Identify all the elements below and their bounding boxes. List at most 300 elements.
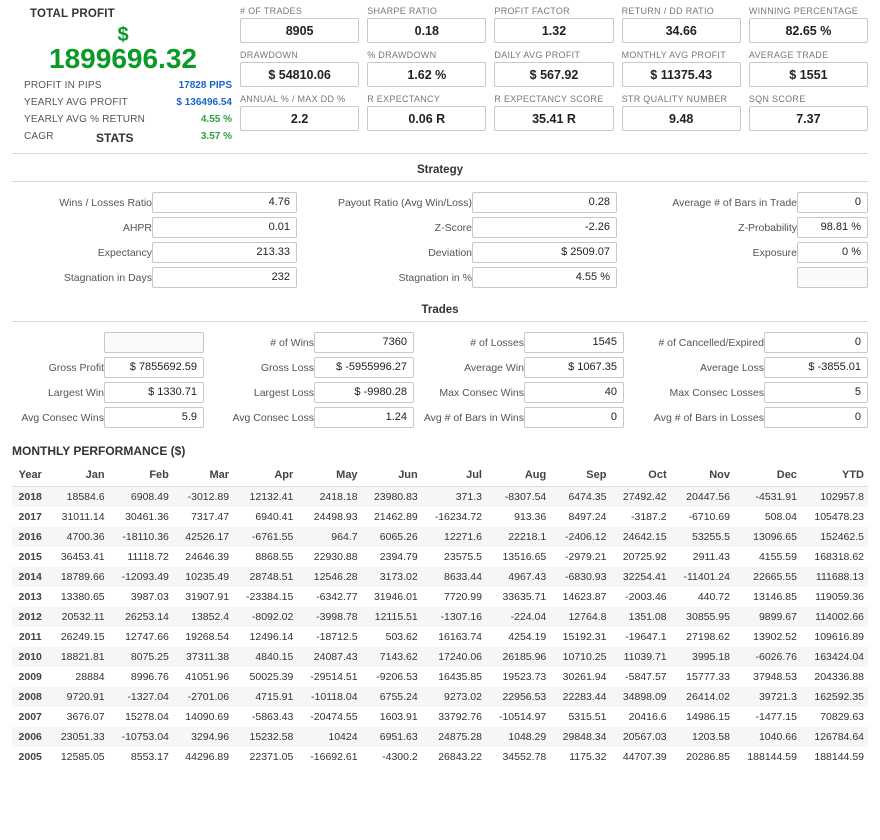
monthly-value: 4155.59 [758,551,797,563]
table-row [12,667,868,687]
monthly-value: 14090.69 [185,711,230,723]
column-header-dec[interactable]: Dec [734,464,801,487]
row-year: 2005 [18,751,42,763]
monthly-value: 8553.17 [130,751,169,763]
metric-label: SHARPE RATIO [367,6,438,16]
monthly-value: 188144.59 [747,751,797,763]
monthly-value: 4700.36 [66,531,105,543]
monthly-value: 20286.85 [686,751,730,763]
monthly-value: 11039.71 [623,651,667,663]
monthly-value: 162592.35 [814,691,864,703]
monthly-value: 15192.31 [562,631,607,643]
metric-label: WINNING PERCENTAGE [748,6,859,16]
metric-value: 35.41 R [494,106,613,131]
monthly-value: -2701.06 [187,691,230,703]
field-label: Avg # of Bars in Wins [423,411,524,424]
field-value: 0 [797,192,868,213]
monthly-value: 28748.51 [249,571,294,583]
metrics-row-3 [240,94,868,131]
summary-row-yearly-avg-profit [12,97,234,108]
metric-return-dd-ratio [622,6,741,43]
monthly-value: -10753.04 [121,731,169,743]
monthly-value: 30261.94 [562,671,607,683]
monthly-value: 1175.32 [569,751,607,763]
monthly-value: 19268.54 [185,631,230,643]
monthly-value: 3987.03 [130,591,169,603]
monthly-value: 964.7 [331,531,358,543]
field-value: $ 1330.71 [104,382,204,403]
summary-row-profit-in-pips [12,80,234,91]
column-header-aug[interactable]: Aug [486,464,550,487]
monthly-value: 16163.74 [438,631,482,643]
monthly-value: 15777.33 [686,671,730,683]
metric-value: 0.06 R [367,106,486,131]
monthly-value: 22930.88 [313,551,358,563]
monthly-value: 20567.03 [622,731,667,743]
field-value: 7360 [314,332,414,353]
monthly-value: 1203.58 [692,731,730,743]
metric-value: 82.65 % [749,18,868,43]
field-label [617,265,797,290]
metric-value: 0.18 [367,18,486,43]
monthly-value: 6908.49 [130,491,169,503]
column-header-feb[interactable]: Feb [109,464,173,487]
metric-str-quality-number [622,94,741,131]
column-header-jan[interactable]: Jan [48,464,108,487]
metric-percent-drawdown [367,50,486,87]
monthly-value: 32254.41 [622,571,667,583]
monthly-value: 22371.05 [249,751,294,763]
monthly-value: 31946.01 [373,591,418,603]
monthly-value: 50025.39 [249,671,294,683]
table-row [12,727,868,747]
monthly-value: 24646.39 [185,551,230,563]
monthly-value: 2418.18 [319,491,358,503]
metric-r-expectancy [367,94,486,131]
column-header-may[interactable]: May [297,464,361,487]
monthly-value: 6940.41 [255,511,294,523]
field-value-empty [797,267,868,288]
metric-value: 7.37 [749,106,868,131]
metric-value: 34.66 [622,18,741,43]
monthly-value: 12115.51 [374,611,418,623]
metric-label: R EXPECTANCY [367,94,441,104]
monthly-value: 22956.53 [502,691,547,703]
table-row [12,547,868,567]
metric-label: RETURN / DD RATIO [621,6,715,16]
monthly-value: 371.3 [455,491,482,503]
monthly-value: 28884 [75,671,105,683]
monthly-value: 168318.62 [814,551,864,563]
field-label: Gross Loss [260,361,314,374]
currency-symbol: $ [117,24,129,46]
summary-value: $ 136496.54 [176,97,232,108]
summary-value: 3.57 % [200,131,232,142]
monthly-value: 10710.25 [562,651,607,663]
monthly-value: 37311.38 [186,651,230,663]
monthly-value: 33635.71 [502,591,547,603]
monthly-value: 913.36 [514,511,547,523]
field-label: Stagnation in % [398,271,472,284]
monthly-value: 8497.24 [568,511,607,523]
monthly-value: 105478.23 [814,511,864,523]
metric-label: AVERAGE TRADE [748,50,829,60]
table-row [12,567,868,587]
metric-sharpe-ratio [367,6,486,43]
monthly-value: 3294.96 [191,731,230,743]
monthly-value: -9206.53 [376,671,418,683]
field-value: 232 [152,267,297,288]
monthly-value: 22283.44 [562,691,607,703]
metrics-row-1 [240,6,868,43]
monthly-value: 2911.43 [692,551,730,563]
monthly-value: 188144.59 [814,751,864,763]
monthly-value: 13096.65 [753,531,797,543]
monthly-value: 9273.02 [444,691,482,703]
metric-label: ANNUAL % / MAX DD % [240,94,346,104]
metric-label: R EXPECTANCY SCORE [494,94,604,104]
row-year: 2011 [18,631,42,643]
field-label: Exposure [752,246,797,259]
field-label: Stagnation in Days [63,271,152,284]
monthly-value: 20447.56 [686,491,730,503]
monthly-value: 12747.66 [125,631,169,643]
monthly-value: 6951.63 [379,731,418,743]
summary-label: CAGR [24,131,54,142]
monthly-value: 24087.43 [313,651,358,663]
table-row [12,487,868,508]
metric-value: 9.48 [622,106,741,131]
strategy-header: Strategy [12,164,868,182]
column-header-nov[interactable]: Nov [671,464,734,487]
metric-profit-factor [494,6,613,43]
monthly-value: -3998.78 [316,611,358,623]
field-label: Gross Profit [48,361,104,374]
metric-value: $ 54810.06 [240,62,359,87]
field-value: 0.01 [152,217,297,238]
monthly-value: 70829.63 [820,711,864,723]
monthly-value: 44296.89 [185,751,230,763]
table-header-row [12,464,868,487]
monthly-value: 27198.62 [686,631,730,643]
field-value: 4.55 % [472,267,617,288]
metric-value: 8905 [240,18,359,43]
monthly-value: -224.04 [510,611,547,623]
strategy-divider [12,153,868,154]
monthly-value: 7317.47 [191,511,230,523]
column-header-jul[interactable]: Jul [422,464,486,487]
monthly-value: 23980.83 [373,491,418,503]
summary-section [12,0,868,145]
monthly-value: 29848.34 [562,731,607,743]
summary-value: 17828 PIPS [178,80,232,91]
monthly-value: 6755.24 [379,691,418,703]
monthly-value: -6761.55 [251,531,294,543]
monthly-value: 13902.52 [753,631,797,643]
monthly-value: -11401.24 [683,571,730,583]
monthly-value: -5847.57 [625,671,667,683]
monthly-value: 3995.18 [692,651,730,663]
monthly-value: 30461.36 [125,511,169,523]
field-label [12,330,104,355]
monthly-value: -29514.51 [310,671,358,683]
field-value: 1545 [524,332,624,353]
metric-value: 1.32 [494,18,613,43]
field-label: Deviation [428,246,472,259]
monthly-value: 440.72 [697,591,730,603]
table-row [12,647,868,667]
column-header-sep[interactable]: Sep [550,464,610,487]
trades-header: Trades [12,304,868,322]
table-row [12,507,868,527]
metric-value: $ 1551 [749,62,868,87]
field-label: Max Consec Wins [439,386,524,399]
summary-label: YEARLY AVG PROFIT [24,97,128,108]
metric-value: $ 567.92 [494,62,613,87]
field-label: Largest Win [47,386,104,399]
field-value: $ -9980.28 [314,382,414,403]
monthly-value: 31011.14 [61,511,105,523]
field-value: 0 [524,407,624,428]
metric-drawdown [240,50,359,87]
monthly-value: 1040.66 [758,731,797,743]
monthly-value: 6065.26 [379,531,418,543]
monthly-value: 102957.8 [820,491,864,503]
monthly-value: 44707.39 [622,751,667,763]
metrics-panel [240,6,868,145]
monthly-value: 114002.66 [815,611,864,623]
monthly-value: 12585.05 [60,751,105,763]
field-label: Payout Ratio (Avg Win/Loss) [337,196,472,209]
monthly-value: 12132.41 [249,491,294,503]
monthly-value: 8633.44 [444,571,482,583]
field-label: Expectancy [97,246,152,259]
table-body [12,487,868,768]
table-row [12,355,868,380]
monthly-value: 19523.73 [502,671,547,683]
metric-label: DAILY AVG PROFIT [494,50,581,60]
monthly-value: 12764.8 [568,611,607,623]
monthly-value: 4967.43 [508,571,547,583]
monthly-value: -6830.93 [564,571,607,583]
monthly-value: 36453.41 [60,551,105,563]
table-row [12,587,868,607]
field-value: 0.28 [472,192,617,213]
metric-winning-percentage [749,6,868,43]
monthly-value: 53255.5 [692,531,730,543]
metric-label: # OF TRADES [240,6,303,16]
monthly-value: 13146.85 [753,591,797,603]
table-row [12,380,868,405]
monthly-value: 23051.33 [60,731,105,743]
monthly-value: -16692.61 [310,751,358,763]
metric-value: $ 11375.43 [622,62,741,87]
monthly-value: -2406.12 [564,531,607,543]
monthly-value: -4531.91 [755,491,797,503]
field-value: 0 [764,407,868,428]
monthly-value: 12271.6 [444,531,482,543]
monthly-value: 4254.19 [508,631,547,643]
monthly-value: 14623.87 [562,591,607,603]
row-year: 2012 [18,611,42,623]
metric-number-of-trades [240,6,359,43]
monthly-value: -19647.1 [625,631,667,643]
column-header-jun[interactable]: Jun [362,464,422,487]
monthly-value: -6342.77 [316,591,358,603]
monthly-value: -6026.76 [755,651,797,663]
monthly-value: 24875.28 [438,731,482,743]
monthly-value: -10118.04 [311,691,358,703]
total-profit-title: TOTAL PROFIT [30,8,115,20]
monthly-performance-table [12,464,868,767]
field-value: $ -3855.01 [764,357,868,378]
field-value: -2.26 [472,217,617,238]
monthly-value: 18821.81 [60,651,105,663]
field-value: 5.9 [104,407,204,428]
monthly-value: -10514.97 [498,711,547,723]
field-label: # of Losses [470,336,524,349]
monthly-value: 8868.55 [255,551,294,563]
monthly-value: 3676.07 [66,711,105,723]
monthly-value: -8307.54 [504,491,547,503]
monthly-value: -3187.2 [631,511,667,523]
summary-label: PROFIT IN PIPS [24,80,102,91]
field-label: Average Win [464,361,524,374]
field-value: $ 7855692.59 [104,357,204,378]
table-row [12,330,868,355]
field-label: # of Wins [270,336,314,349]
column-header-ytd[interactable]: YTD [801,464,868,487]
table-row [12,405,868,430]
column-header-mar[interactable]: Mar [173,464,233,487]
monthly-value: 42526.17 [185,531,230,543]
field-label: Average Loss [699,361,764,374]
monthly-value: 15232.58 [249,731,294,743]
monthly-value: 30855.95 [686,611,730,623]
monthly-value: 7720.99 [444,591,482,603]
monthly-value: -2979.21 [564,551,607,563]
field-value: 0 [764,332,868,353]
monthly-value: -18712.5 [316,631,358,643]
monthly-value: -1477.15 [755,711,797,723]
column-header-apr[interactable]: Apr [233,464,297,487]
monthly-value: 20725.92 [622,551,667,563]
field-label: Average # of Bars in Trade [672,196,797,209]
metrics-row-2 [240,50,868,87]
metric-label: MONTHLY AVG PROFIT [621,50,727,60]
monthly-value: 8075.25 [130,651,169,663]
row-year: 2013 [18,591,42,603]
metric-label: PROFIT FACTOR [494,6,570,16]
monthly-value: -2003.46 [625,591,667,603]
field-value: $ 1067.35 [524,357,624,378]
monthly-value: -12093.49 [121,571,169,583]
monthly-value: -8092.02 [251,611,294,623]
monthly-value: 7143.62 [379,651,418,663]
monthly-value: 17240.06 [438,651,482,663]
field-label: Wins / Losses Ratio [59,196,152,209]
monthly-value: 41051.96 [185,671,230,683]
column-header-year[interactable]: Year [12,464,48,487]
monthly-value: -6710.69 [688,511,730,523]
row-year: 2015 [18,551,42,563]
monthly-value: 16435.85 [438,671,482,683]
total-profit-panel [12,6,240,145]
row-year: 2007 [18,711,42,723]
monthly-performance-title: MONTHLY PERFORMANCE ($) [12,444,186,458]
table-row [12,240,868,265]
column-header-oct[interactable]: Oct [610,464,670,487]
field-value: 5 [764,382,868,403]
table-row [12,527,868,547]
monthly-value: 152462.5 [820,531,864,543]
monthly-value: 22665.55 [753,571,797,583]
metric-label: DRAWDOWN [240,50,299,60]
monthly-value: 20416.6 [628,711,667,723]
metric-r-expectancy-score [494,94,613,131]
table-row [12,747,868,767]
monthly-value: 22218.1 [508,531,547,543]
monthly-value: 24498.93 [313,511,358,523]
monthly-value: 2394.79 [379,551,418,563]
monthly-value: -4300.2 [382,751,418,763]
table-row [12,265,868,290]
monthly-value: 34552.78 [502,751,547,763]
summary-row-yearly-avg-return [12,114,234,125]
monthly-value: 10235.49 [185,571,230,583]
row-year: 2014 [18,571,42,583]
metric-daily-avg-profit [494,50,613,87]
metric-average-trade [749,50,868,87]
field-value-empty [104,332,204,353]
monthly-value: 4840.15 [255,651,294,663]
row-year: 2009 [18,671,42,683]
strategy-table [12,190,868,290]
monthly-value: 5315.51 [568,711,607,723]
monthly-value: 163424.04 [814,651,864,663]
table-row [12,707,868,727]
monthly-value: 109616.89 [814,631,864,643]
monthly-value: -1307.16 [440,611,482,623]
monthly-value: 1048.29 [508,731,547,743]
monthly-value: 31907.91 [185,591,230,603]
monthly-value: 6474.35 [568,491,607,503]
row-year: 2018 [18,491,42,503]
metric-value: 2.2 [240,106,359,131]
monthly-value: 26185.96 [502,651,547,663]
monthly-value: 9899.67 [758,611,797,623]
monthly-value: -1327.04 [127,691,169,703]
monthly-value: 204336.88 [814,671,864,683]
monthly-value: 23575.5 [444,551,482,563]
metric-label: % DRAWDOWN [367,50,437,60]
field-label: Max Consec Losses [669,386,764,399]
field-value: 1.24 [314,407,414,428]
stats-heading: STATS [96,131,134,145]
table-row [12,190,868,215]
field-label: Avg Consec Loss [232,411,314,424]
monthly-value: 13852.4 [191,611,230,623]
field-value: 213.33 [152,242,297,263]
field-value: 98.81 % [797,217,868,238]
monthly-value: 126784.64 [814,731,864,743]
monthly-value: 111688.13 [815,571,864,583]
monthly-value: 14986.15 [686,711,730,723]
monthly-value: -20474.55 [310,711,358,723]
field-label: Avg # of Bars in Losses [653,411,764,424]
monthly-value: 37948.53 [753,671,797,683]
monthly-value: 21462.89 [373,511,418,523]
